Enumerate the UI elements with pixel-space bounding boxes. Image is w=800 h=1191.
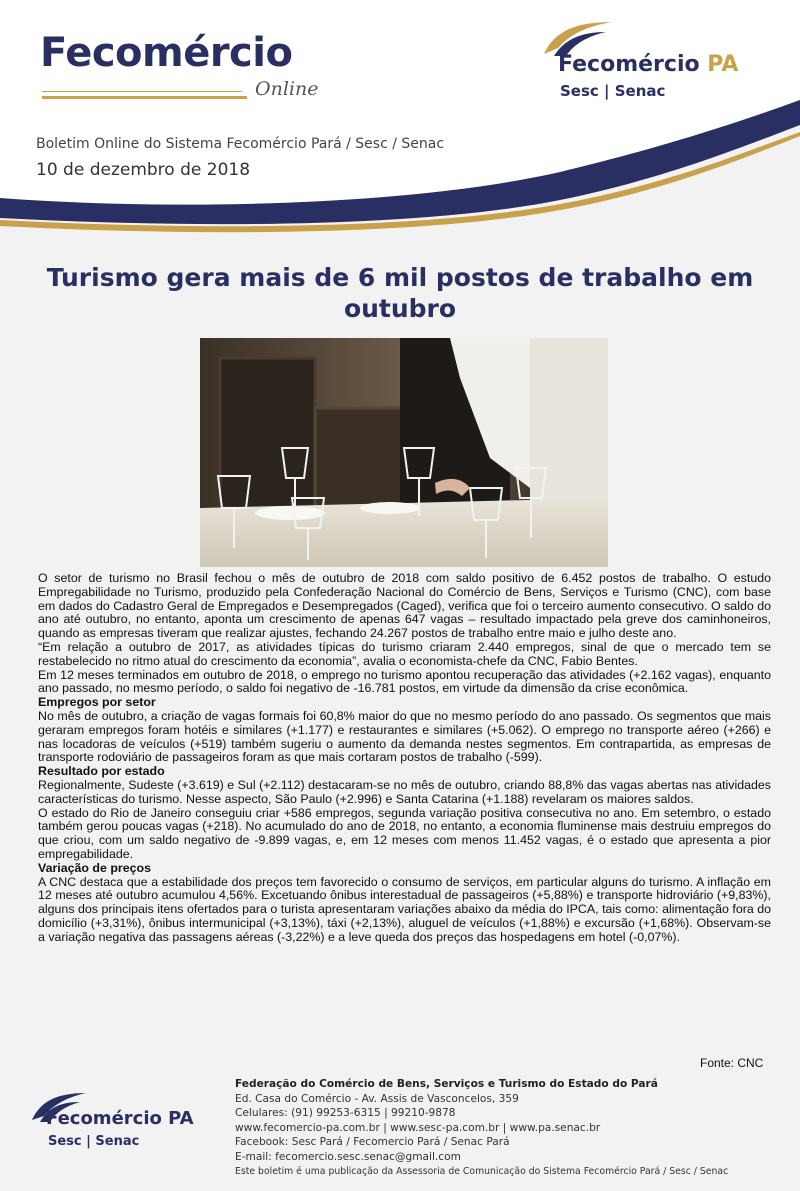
article-paragraph: No mês de outubro, a criação de vagas formais foi 60,8% maior do que no mesmo período do ano passado. Os segmentos que mais geraram empregos foram hotéis e similares (+1.177) e restaurantes e similares (+5.062). O emprego no transporte aéreo (+266) e nas locadoras de veículos (+519) também sugeriu o aumento da demanda nestes segmentos. Em contrapartida, as empresas de transporte rodoviário de passageiros foram as que mais cortaram postos de trabalho (-599). (38, 708, 771, 765)
article-paragraph: Em 12 meses terminados em outubro de 2018, o emprego no turismo apontou recuperação das atividades (+2.162 vagas), enquanto ano passado, no mesmo período, o saldo foi negativo de -16.781 postos, em virtude da dimensão da crise econômica. (38, 667, 771, 696)
article-paragraph: Regionalmente, Sudeste (+3.619) e Sul (+2.112) destacaram-se no mês de outubro, criando 88,8% das vagas abertas nas atividades características do turismo. Nesse aspecto, São Paulo (+2.996) e Santa Catarina (+1.188) revelaram os maiores saldos. (38, 777, 771, 806)
fecomercio-pa-logo (540, 18, 780, 108)
footer-note: Este boletim é uma publicação da Assessoria de Comunicação do Sistema Fecomércio Pará / Sesc / Senac (235, 1165, 729, 1177)
brand-underline (42, 91, 242, 92)
footer-contact (235, 1077, 785, 1179)
article-paragraph: O setor de turismo no Brasil fechou o mês de outubro de 2018 com saldo positivo de 6.452 postos de trabalho. O estudo Empregabilidade no Turismo, produzido pela Confederação Nacional do Comércio de Bens, Serviços e Turismo (CNC), com base em dados do Cadastro Geral de Empregados e Desempregados (Caged), verifica que foi o terceiro aumento consecutivo. O saldo do ano até outubro, no entanto, aponta um crescimento de apenas 647 vagas – resultado impactado pela greve dos caminhoneiros, quando as empresas tiveram que realizar ajustes, fechando 24.267 postos de trabalho entre maio e julho deste ano. (38, 571, 771, 641)
section-heading-state: Resultado por estado (38, 764, 165, 779)
page-header (0, 0, 800, 250)
bulletin-date: 10 de dezembro de 2018 (36, 160, 251, 180)
brand-logo-text: Fecomércio (40, 30, 293, 76)
brand-online-text: Online (255, 78, 319, 100)
footer-address: Ed. Casa do Comércio - Av. Assis de Vasconcelos, 359 (235, 1092, 519, 1105)
pa-logo-subtitle: Sesc | Senac (560, 82, 666, 100)
article-title: Turismo gera mais de 6 mil postos de trabalho em outubro (46, 263, 754, 323)
article-paragraph: “Em relação a outubro de 2017, as atividades típicas do turismo criaram 2.440 empregos, sinal de que o mercado tem se restabelecido no ritmo atual do crescimento da economia”, avalia o economista-chefe da CNC, Fabio Bentes. (38, 639, 771, 668)
article-paragraph: O estado do Rio de Janeiro conseguiu criar +586 empregos, segunda variação positiva consecutiva no ano. Em setembro, o estado também gerou poucas vagas (+218). No acumulado do ano de 2018, no entanto, a economia fluminense mais destruiu empregos do que criou, com um saldo negativo de -9.899 vagas, e, em 12 meses com menos 11.452 vagas, é o estado que apresenta a pior empregabilidade. (38, 805, 771, 861)
footer-email[interactable]: E-mail: fecomercio.sesc.senac@gmail.com (235, 1150, 461, 1163)
brand-underline-thick (42, 96, 247, 99)
footer-websites[interactable]: www.fecomercio-pa.com.br | www.sesc-pa.com.br | www.pa.senac.br (235, 1121, 601, 1134)
footer-phones: Celulares: (91) 99253-6315 | 99210-9878 (235, 1107, 456, 1120)
restaurant-table-photo (200, 338, 608, 567)
footer-logo-subtitle: Sesc | Senac (48, 1134, 140, 1149)
footer-logo (30, 1090, 220, 1160)
bulletin-subtitle: Boletim Online do Sistema Fecomércio Pará / Sesc / Senac (36, 136, 445, 152)
pa-logo-suffix: PA (707, 52, 739, 77)
article-source: Fonte: CNC (700, 1056, 764, 1070)
pa-logo-brand: Fecomércio (558, 52, 700, 77)
section-heading-prices: Variação de preços (38, 860, 151, 875)
pa-logo-title (558, 52, 738, 77)
footer-facebook[interactable]: Facebook: Sesc Pará / Fecomercio Pará / Senac Pará (235, 1136, 510, 1149)
article-paragraph: A CNC destaca que a estabilidade dos preços tem favorecido o consumo de serviços, em particular alguns do turismo. A inflação em 12 meses até outubro acumulou 4,56%. Excetuando ônibus interestadual de passageiros (+5,88%) e transporte hidroviário (+9,83%), alguns dos principais itens ofertados para o turista apresentaram variações abaixo da média do IPCA, tais como: alimentação fora do domicílio (+3,31%), ônibus intermunicipal (+3,13%), táxi (+2,13%), aluguel de veículos (+1,88%) e excursão (+1,68%). Observam-se a variação negativa das passagens aéreas (-3,22%) e a leve queda dos preços das hospedagens em hotel (-0,07%). (38, 874, 771, 944)
footer-logo-brand: Fecomércio (46, 1108, 162, 1129)
footer-org-name: Federação do Comércio de Bens, Serviços e Turismo do Estado do Pará (235, 1078, 658, 1090)
footer-logo-suffix: PA (168, 1108, 194, 1129)
section-heading-sector: Empregos por setor (38, 695, 156, 710)
footer-logo-title (46, 1108, 194, 1129)
article-body (38, 572, 771, 945)
